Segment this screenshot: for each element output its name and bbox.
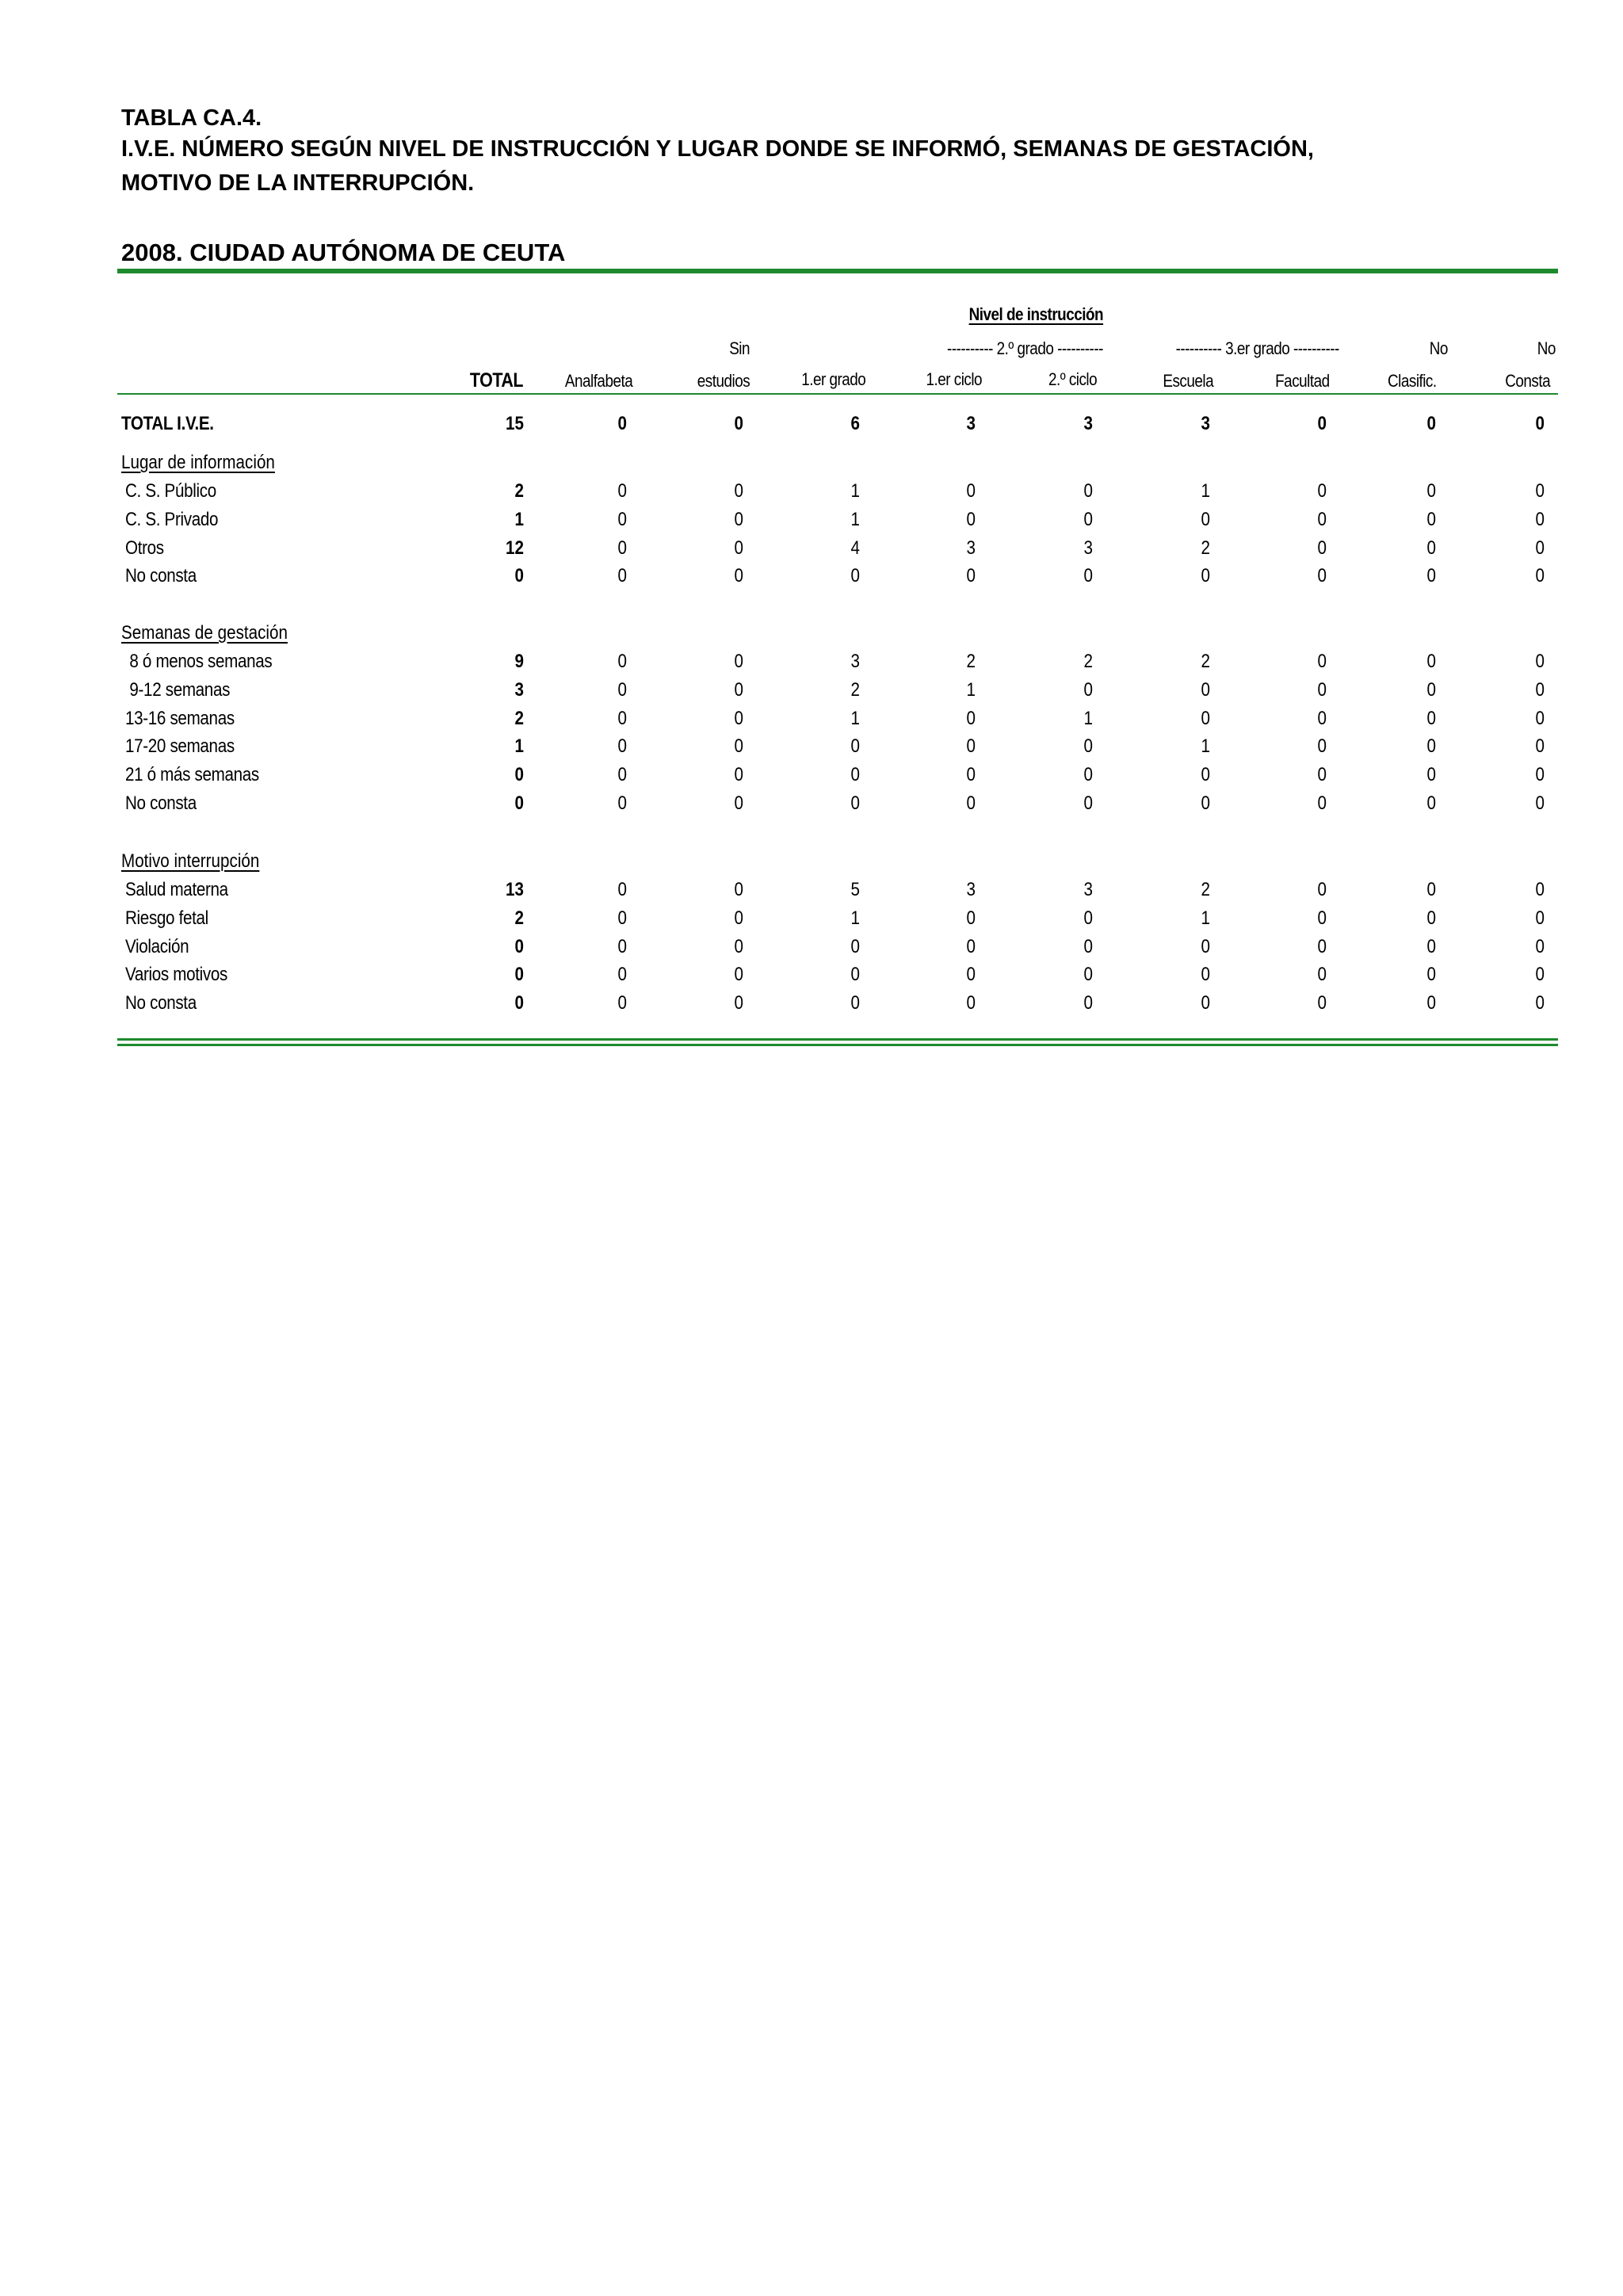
cell-value: 0	[966, 735, 976, 758]
cell-value: 1	[1083, 707, 1093, 729]
cell-value: 0	[514, 992, 524, 1014]
cell-value: 0	[966, 480, 976, 502]
cell-value: 3	[966, 413, 976, 434]
row-label: Varios motivos	[125, 964, 228, 986]
cell-value: 0	[1426, 735, 1436, 758]
table-title-line-1: I.V.E. NÚMERO SEGÚN NIVEL DE INSTRUCCIÓN Y LUGAR DONDE SE INFORMÓ, SEMANAS DE GESTACIÓN,	[121, 136, 1314, 162]
table-row	[0, 708, 1623, 732]
cell-value: 0	[734, 508, 743, 530]
cell-value: 0	[617, 964, 627, 986]
cell-value: 0	[966, 508, 976, 530]
cell-value: 0	[617, 651, 627, 672]
cell-value: 3	[966, 537, 976, 559]
header-no-consta: Consta	[1505, 371, 1550, 391]
cell-value: 0	[1535, 413, 1545, 434]
cell-value: 0	[1426, 879, 1436, 900]
cell-value: 0	[1426, 764, 1436, 786]
cell-value: 1	[850, 707, 860, 729]
header-estudios: estudios	[697, 371, 750, 391]
cell-value: 1	[1201, 907, 1210, 929]
header-segundo-ciclo: 2.º ciclo	[1048, 369, 1097, 389]
cell-value: 0	[1535, 793, 1545, 814]
cell-value: 0	[850, 935, 860, 957]
row-label: 21 ó más semanas	[125, 764, 259, 786]
cell-value: 0	[617, 992, 627, 1014]
cell-value: 0	[1535, 480, 1545, 502]
table-id: TABLA CA.4.	[121, 105, 262, 131]
cell-value: 3	[1083, 537, 1093, 559]
cell-value: 3	[850, 651, 860, 672]
cell-value: 0	[734, 651, 743, 672]
header-segundo-grado-span: ---------- 2.º grado ----------	[947, 338, 1103, 358]
cell-value: 0	[1535, 907, 1545, 929]
cell-value: 2	[1201, 651, 1210, 672]
cell-value: 0	[966, 992, 976, 1014]
row-label: Otros	[125, 537, 164, 559]
cell-value: 0	[1201, 565, 1210, 587]
cell-value: 0	[734, 907, 743, 929]
cell-value: 1	[1201, 480, 1210, 502]
cell-value: 0	[617, 537, 627, 559]
cell-value: 0	[1083, 935, 1093, 957]
cell-value: 6	[850, 413, 860, 434]
cell-value: 0	[1426, 565, 1436, 587]
cell-value: 0	[617, 735, 627, 758]
cell-value: 0	[617, 935, 627, 957]
cell-value: 0	[1083, 764, 1093, 786]
cell-value: 0	[514, 764, 524, 786]
table-row	[0, 651, 1623, 674]
total-ive-row	[0, 413, 1623, 437]
cell-value: 0	[514, 565, 524, 587]
cell-value: 0	[734, 707, 743, 729]
cell-value: 0	[966, 793, 976, 814]
cell-value: 0	[1083, 565, 1093, 587]
cell-value: 0	[1317, 413, 1327, 434]
cell-value: 0	[1426, 651, 1436, 672]
cell-value: 0	[1426, 480, 1436, 502]
row-label: Salud materna	[125, 879, 228, 900]
cell-value: 0	[1426, 707, 1436, 729]
cell-value: 5	[850, 879, 860, 900]
cell-value: 0	[1317, 508, 1327, 530]
cell-value: 0	[1426, 793, 1436, 814]
cell-value: 0	[617, 508, 627, 530]
row-label: No consta	[125, 793, 197, 814]
cell-value: 0	[734, 793, 743, 814]
table-row	[0, 992, 1623, 1016]
cell-value: 0	[1426, 508, 1436, 530]
table-row	[0, 907, 1623, 931]
cell-value: 0	[1535, 678, 1545, 701]
cell-value: 0	[1201, 678, 1210, 701]
cell-value: 0	[1083, 735, 1093, 758]
cell-value: 2	[514, 707, 524, 729]
cell-value: 0	[966, 935, 976, 957]
cell-value: 1	[1201, 735, 1210, 758]
cell-value: 0	[734, 537, 743, 559]
cell-value: 0	[1201, 964, 1210, 986]
cell-value: 1	[850, 480, 860, 502]
cell-value: 0	[850, 565, 860, 587]
cell-value: 1	[514, 508, 524, 530]
header-green-rule	[117, 393, 1558, 395]
cell-value: 0	[966, 764, 976, 786]
cell-value: 0	[734, 678, 743, 701]
cell-value: 0	[1317, 992, 1327, 1014]
cell-value: 0	[966, 565, 976, 587]
header-nivel-instruccion: Nivel de instrucción	[968, 304, 1103, 324]
row-label: Violación	[125, 935, 189, 957]
table-title-line-2: MOTIVO DE LA INTERRUPCIÓN.	[121, 170, 475, 196]
cell-value: 1	[514, 735, 524, 758]
row-label: Riesgo fetal	[125, 907, 208, 929]
cell-value: 0	[966, 907, 976, 929]
section-title-lugar: Lugar de información	[121, 452, 275, 473]
cell-value: 0	[734, 935, 743, 957]
cell-value: 0	[514, 793, 524, 814]
cell-value: 0	[734, 735, 743, 758]
table-row	[0, 879, 1623, 903]
table-row	[0, 764, 1623, 788]
cell-value: 0	[1426, 678, 1436, 701]
cell-value: 0	[1083, 907, 1093, 929]
cell-value: 0	[850, 764, 860, 786]
header-no-consta-top: No	[1537, 338, 1556, 358]
cell-value: 2	[514, 907, 524, 929]
cell-value: 0	[1083, 678, 1093, 701]
cell-value: 0	[1317, 480, 1327, 502]
cell-value: 0	[1317, 565, 1327, 587]
cell-value: 0	[1535, 879, 1545, 900]
cell-value: 0	[1201, 707, 1210, 729]
cell-value: 0	[966, 964, 976, 986]
cell-value: 2	[1201, 537, 1210, 559]
cell-value: 2	[966, 651, 976, 672]
cell-value: 0	[1426, 964, 1436, 986]
cell-value: 0	[617, 879, 627, 900]
cell-value: 0	[1426, 907, 1436, 929]
section-title-semanas: Semanas de gestación	[121, 622, 288, 644]
row-label: C. S. Público	[125, 480, 216, 502]
cell-value: 0	[966, 707, 976, 729]
cell-value: 0	[1317, 651, 1327, 672]
cell-value: 3	[966, 879, 976, 900]
cell-value: 0	[1317, 678, 1327, 701]
cell-value: 0	[734, 764, 743, 786]
cell-value: 0	[617, 480, 627, 502]
cell-value: 0	[850, 735, 860, 758]
cell-value: 0	[1426, 537, 1436, 559]
cell-value: 3	[514, 678, 524, 701]
cell-value: 0	[617, 793, 627, 814]
cell-value: 2	[850, 678, 860, 701]
cell-value: 0	[1317, 735, 1327, 758]
cell-value: 0	[850, 964, 860, 986]
cell-value: 0	[1083, 992, 1093, 1014]
table-row	[0, 509, 1623, 533]
header-no-clasif-top: No	[1429, 338, 1448, 358]
cell-value: 0	[617, 678, 627, 701]
cell-value: 0	[1535, 537, 1545, 559]
cell-value: 15	[506, 413, 524, 434]
table-row	[0, 537, 1623, 561]
cell-value: 0	[617, 413, 627, 434]
cell-value: 0	[1201, 793, 1210, 814]
row-label: TOTAL I.V.E.	[121, 413, 214, 434]
table-row	[0, 679, 1623, 703]
cell-value: 0	[850, 793, 860, 814]
cell-value: 0	[1535, 651, 1545, 672]
row-label: No consta	[125, 992, 197, 1014]
row-label: C. S. Privado	[125, 508, 219, 530]
cell-value: 13	[506, 879, 524, 900]
header-sin: Sin	[729, 338, 750, 358]
cell-value: 0	[1317, 537, 1327, 559]
bottom-green-rule-2	[117, 1044, 1558, 1046]
cell-value: 0	[1317, 964, 1327, 986]
cell-value: 2	[514, 480, 524, 502]
header-tercer-grado-span: ---------- 3.er grado ----------	[1175, 338, 1339, 358]
cell-value: 3	[1083, 879, 1093, 900]
cell-value: 0	[1083, 480, 1093, 502]
cell-value: 0	[617, 764, 627, 786]
cell-value: 0	[1201, 992, 1210, 1014]
row-label: 8 ó menos semanas	[125, 651, 273, 672]
row-label: No consta	[125, 565, 197, 587]
cell-value: 0	[1535, 964, 1545, 986]
header-facultad: Facultad	[1275, 371, 1330, 391]
cell-value: 0	[734, 413, 743, 434]
row-label: 9-12 semanas	[125, 678, 231, 701]
cell-value: 0	[514, 964, 524, 986]
cell-value: 0	[850, 992, 860, 1014]
cell-value: 2	[1201, 879, 1210, 900]
cell-value: 0	[617, 565, 627, 587]
table-row	[0, 480, 1623, 504]
header-no-clasif: Clasific.	[1388, 371, 1437, 391]
cell-value: 0	[1317, 907, 1327, 929]
cell-value: 0	[1535, 707, 1545, 729]
cell-value: 0	[617, 707, 627, 729]
cell-value: 2	[1083, 651, 1093, 672]
cell-value: 4	[850, 537, 860, 559]
cell-value: 1	[850, 907, 860, 929]
table-row	[0, 793, 1623, 816]
cell-value: 0	[1317, 793, 1327, 814]
year-region-heading: 2008. CIUDAD AUTÓNOMA DE CEUTA	[121, 239, 566, 266]
cell-value: 0	[514, 935, 524, 957]
cell-value: 3	[1201, 413, 1210, 434]
cell-value: 0	[734, 992, 743, 1014]
table-row	[0, 735, 1623, 759]
cell-value: 0	[1201, 935, 1210, 957]
section-title-motivo: Motivo interrupción	[121, 850, 260, 872]
cell-value: 0	[1426, 413, 1436, 434]
cell-value: 0	[734, 964, 743, 986]
cell-value: 0	[1426, 992, 1436, 1014]
cell-value: 0	[1201, 764, 1210, 786]
cell-value: 0	[734, 565, 743, 587]
cell-value: 0	[1535, 935, 1545, 957]
cell-value: 1	[850, 508, 860, 530]
cell-value: 3	[1083, 413, 1093, 434]
cell-value: 0	[1083, 793, 1093, 814]
cell-value: 0	[1083, 508, 1093, 530]
header-primer-ciclo: 1.er ciclo	[926, 369, 982, 389]
cell-value: 0	[1535, 764, 1545, 786]
cell-value: 0	[1317, 707, 1327, 729]
cell-value: 0	[1083, 964, 1093, 986]
cell-value: 0	[1317, 764, 1327, 786]
cell-value: 0	[1317, 879, 1327, 900]
cell-value: 9	[514, 651, 524, 672]
cell-value: 12	[506, 537, 524, 559]
row-label: 13-16 semanas	[125, 707, 235, 729]
cell-value: 0	[1535, 992, 1545, 1014]
header-escuela: Escuela	[1163, 371, 1213, 391]
cell-value: 0	[734, 480, 743, 502]
cell-value: 0	[1535, 508, 1545, 530]
cell-value: 0	[1535, 565, 1545, 587]
cell-value: 0	[1426, 935, 1436, 957]
cell-value: 0	[1535, 735, 1545, 758]
cell-value: 0	[734, 879, 743, 900]
cell-value: 0	[1201, 508, 1210, 530]
table-row	[0, 936, 1623, 960]
row-label: 17-20 semanas	[125, 735, 235, 758]
cell-value: 0	[617, 907, 627, 929]
table-row	[0, 565, 1623, 589]
cell-value: 1	[966, 678, 976, 701]
header-total: TOTAL	[469, 369, 523, 392]
cell-value: 0	[1317, 935, 1327, 957]
header-primer-grado: 1.er grado	[800, 369, 865, 389]
header-analfabeta: Analfabeta	[564, 371, 632, 391]
bottom-green-rule-1	[117, 1038, 1558, 1041]
table-row	[0, 964, 1623, 988]
